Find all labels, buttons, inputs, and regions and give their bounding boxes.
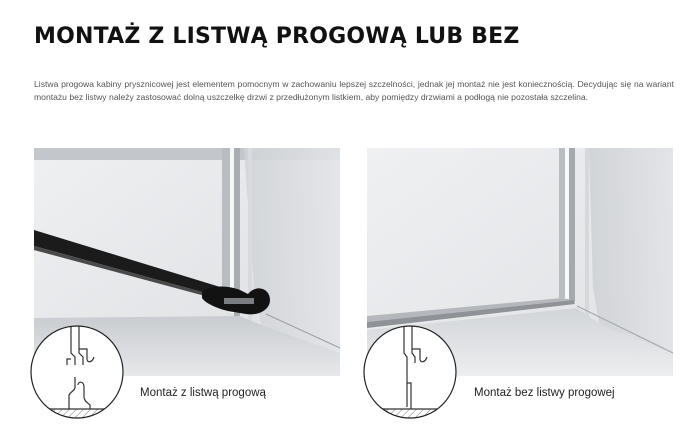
caption-with-threshold: Montaż z listwą progową bbox=[140, 387, 266, 399]
intro-paragraph: Listwa progowa kabiny prysznicowej jest elementem pomocnym w zachowaniu lepszej szczelności, jednak jej montaż nie jest koniecznością. Decydując się na wariant montażu bez listwy należy zastosować dolną uszczelkę drzwi z przedłużonym listkiem, aby pomiędzy drzwiami a podłogą nie pozostała szczelina. bbox=[34, 79, 674, 102]
detail-diagram-with-threshold bbox=[28, 323, 126, 421]
detail-diagram-without-threshold bbox=[361, 323, 459, 421]
caption-without-threshold: Montaż bez listwy progowej bbox=[474, 387, 615, 399]
page-title: MONTAŻ Z LISTWĄ PROGOWĄ LUB BEZ bbox=[34, 24, 520, 49]
